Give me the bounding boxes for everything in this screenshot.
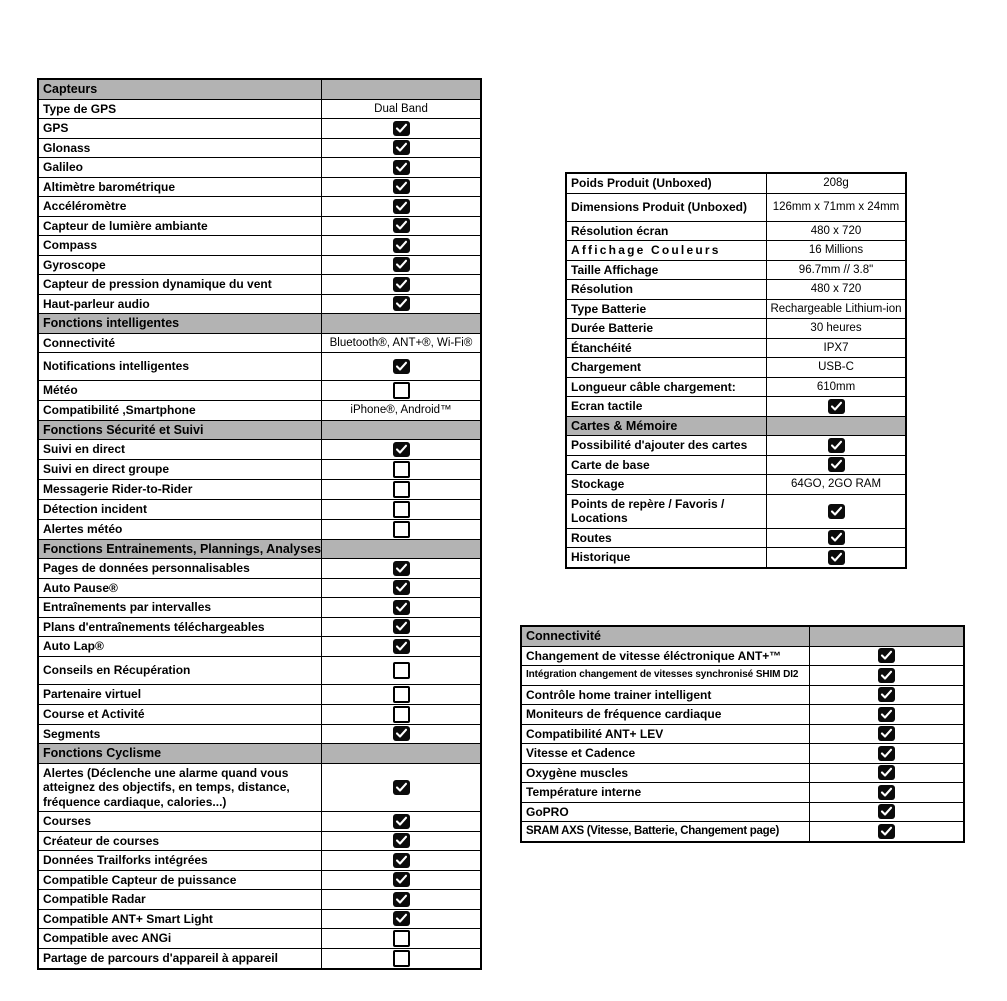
row-value — [810, 764, 963, 783]
row-value — [322, 295, 480, 314]
row-value — [322, 618, 480, 637]
checkbox-checked-icon — [878, 785, 895, 800]
row-value: 480 x 720 — [810, 283, 862, 296]
row-label: Durée Batterie — [567, 319, 767, 338]
table-row — [567, 299, 905, 319]
checkbox-checked-icon — [393, 359, 410, 374]
table-row — [39, 294, 480, 314]
row-value — [810, 803, 963, 822]
section-header-row — [39, 80, 480, 99]
checkbox-checked-icon — [393, 853, 410, 868]
table-row — [39, 118, 480, 138]
table-row — [39, 99, 480, 119]
row-value — [322, 705, 480, 724]
row-value — [322, 256, 480, 275]
row-label: Poids Produit (Unboxed) — [567, 174, 767, 193]
row-value — [810, 647, 963, 666]
table-row — [39, 597, 480, 617]
section-header-spacer — [322, 314, 480, 333]
checkbox-unchecked-icon — [393, 662, 410, 679]
table-row — [567, 221, 905, 241]
section-header-label: Fonctions Sécurité et Suivi — [39, 421, 322, 440]
checkbox-unchecked-icon — [393, 706, 410, 723]
checkbox-checked-icon — [393, 160, 410, 175]
table-row — [567, 494, 905, 528]
checkbox-checked-icon — [828, 530, 845, 545]
row-label: Plans d'entraînements téléchargeables — [39, 618, 322, 637]
checkbox-unchecked-icon — [393, 950, 410, 967]
section-header-label: Connectivité — [522, 627, 810, 646]
checkbox-checked-icon — [393, 892, 410, 907]
row-value — [810, 822, 963, 841]
table-row — [39, 439, 480, 459]
table-row — [567, 528, 905, 548]
row-value: 208g — [823, 177, 849, 190]
checkbox-unchecked-icon — [393, 501, 410, 518]
section-header-row — [39, 420, 480, 440]
row-value — [322, 851, 480, 870]
row-label: Compatible ANT+ Smart Light — [39, 910, 322, 929]
row-label: Glonass — [39, 139, 322, 158]
table-row — [39, 255, 480, 275]
checkbox-unchecked-icon — [393, 930, 410, 947]
checkbox-unchecked-icon — [393, 382, 410, 399]
table-row — [39, 889, 480, 909]
section-header-spacer — [767, 417, 905, 436]
row-value — [322, 764, 480, 812]
checkbox-checked-icon — [393, 619, 410, 634]
section-header-spacer — [322, 80, 480, 99]
table-row — [522, 821, 963, 841]
row-value: 16 Millions — [808, 244, 864, 257]
section-header-label: Fonctions intelligentes — [39, 314, 322, 333]
table-row — [567, 240, 905, 260]
row-label: Suivi en direct — [39, 440, 322, 459]
row-label: Routes — [567, 529, 767, 548]
row-label: Haut-parleur audio — [39, 295, 322, 314]
row-value: 126mm x 71mm x 24mm — [772, 201, 900, 213]
checkbox-checked-icon — [878, 707, 895, 722]
row-label: Carte de base — [567, 456, 767, 475]
checkbox-unchecked-icon — [393, 686, 410, 703]
table-row — [522, 743, 963, 763]
table-row — [39, 850, 480, 870]
row-label: Connectivité — [39, 334, 322, 353]
row-label: Chargement — [567, 358, 767, 377]
row-label: Altimètre barométrique — [39, 178, 322, 197]
section-header-row — [39, 539, 480, 559]
table-row — [567, 396, 905, 416]
table-row — [522, 665, 963, 685]
row-label: Type Batterie — [567, 300, 767, 319]
row-label: Messagerie Rider-to-Rider — [39, 480, 322, 499]
checkbox-checked-icon — [828, 399, 845, 414]
row-value: Rechargeable Lithium-ion — [770, 302, 902, 315]
checkbox-checked-icon — [393, 296, 410, 311]
row-label: Partenaire virtuel — [39, 685, 322, 704]
section-header-spacer — [322, 421, 480, 440]
table-row — [567, 377, 905, 397]
row-label: Partage de parcours d'appareil à appareil — [39, 949, 322, 968]
row-value — [322, 275, 480, 294]
row-label: Segments — [39, 725, 322, 744]
row-value: 96.7mm // 3.8" — [798, 263, 874, 276]
connectivity-spec-table — [520, 625, 965, 843]
row-label: Notifications intelligentes — [39, 353, 322, 380]
row-label: Gyroscope — [39, 256, 322, 275]
checkbox-checked-icon — [393, 639, 410, 654]
row-label: Dimensions Produit (Unboxed) — [567, 194, 767, 221]
row-value — [767, 456, 905, 475]
checkbox-checked-icon — [393, 121, 410, 136]
row-label: Courses — [39, 812, 322, 831]
checkbox-checked-icon — [828, 457, 845, 472]
checkbox-checked-icon — [393, 833, 410, 848]
checkbox-checked-icon — [878, 746, 895, 761]
row-label: Compass — [39, 236, 322, 255]
table-row — [39, 157, 480, 177]
table-row — [39, 196, 480, 216]
row-value — [322, 579, 480, 598]
row-label: Accéléromètre — [39, 197, 322, 216]
table-row — [522, 782, 963, 802]
table-row — [39, 400, 480, 420]
row-value: 610mm — [816, 380, 856, 393]
row-value — [322, 598, 480, 617]
row-label: Pages de données personnalisables — [39, 559, 322, 578]
row-label: Capteur de pression dynamique du vent — [39, 275, 322, 294]
row-value — [322, 460, 480, 479]
row-value — [810, 783, 963, 802]
row-label: Ecran tactile — [567, 397, 767, 416]
table-row — [39, 724, 480, 744]
table-row — [39, 704, 480, 724]
checkbox-checked-icon — [828, 550, 845, 565]
checkbox-checked-icon — [393, 218, 410, 233]
checkbox-checked-icon — [393, 814, 410, 829]
row-value: 30 heures — [810, 322, 862, 335]
table-row — [39, 636, 480, 656]
row-value — [322, 910, 480, 929]
row-value — [322, 217, 480, 236]
checkbox-checked-icon — [393, 277, 410, 292]
row-label: Compatibilité ,Smartphone — [39, 401, 322, 420]
checkbox-checked-icon — [393, 257, 410, 272]
checkbox-checked-icon — [393, 238, 410, 253]
table-row — [567, 193, 905, 221]
row-label: Détection incident — [39, 500, 322, 519]
checkbox-checked-icon — [393, 726, 410, 741]
checkbox-unchecked-icon — [393, 481, 410, 498]
row-label: Possibilité d'ajouter des cartes — [567, 436, 767, 455]
row-label: Auto Pause® — [39, 579, 322, 598]
checkbox-checked-icon — [393, 780, 410, 795]
row-label: Contrôle home trainer intelligent — [522, 686, 810, 705]
table-row — [567, 474, 905, 494]
row-value — [810, 725, 963, 744]
row-label: Capteur de lumière ambiante — [39, 217, 322, 236]
table-row — [567, 279, 905, 299]
row-label: Stockage — [567, 475, 767, 494]
row-label: Compatible Capteur de puissance — [39, 871, 322, 890]
row-value — [322, 178, 480, 197]
table-row — [39, 558, 480, 578]
section-header-label: Capteurs — [39, 80, 322, 99]
checkbox-checked-icon — [878, 648, 895, 663]
table-row — [567, 174, 905, 193]
row-label: Moniteurs de fréquence cardiaque — [522, 705, 810, 724]
row-value — [322, 890, 480, 909]
row-label: Course et Activité — [39, 705, 322, 724]
row-label: GPS — [39, 119, 322, 138]
row-value: Bluetooth®, ANT+®, Wi-Fi® — [329, 336, 473, 349]
checkbox-checked-icon — [878, 726, 895, 741]
checkbox-checked-icon — [878, 765, 895, 780]
product-specs-table — [565, 172, 907, 569]
row-value — [322, 440, 480, 459]
checkbox-checked-icon — [393, 911, 410, 926]
checkbox-checked-icon — [878, 687, 895, 702]
checkbox-unchecked-icon — [393, 521, 410, 538]
checkbox-checked-icon — [828, 438, 845, 453]
checkbox-checked-icon — [828, 504, 845, 519]
row-value: iPhone®, Android™ — [350, 404, 452, 417]
section-header-label: Cartes & Mémoire — [567, 417, 767, 436]
table-row — [522, 763, 963, 783]
row-label: Conseils en Récupération — [39, 657, 322, 684]
table-row — [39, 617, 480, 637]
row-value — [322, 559, 480, 578]
table-row — [567, 318, 905, 338]
section-header-label: Fonctions Cyclisme — [39, 744, 322, 763]
checkbox-checked-icon — [393, 561, 410, 576]
table-row — [39, 928, 480, 948]
table-row — [567, 435, 905, 455]
row-label: Alertes météo — [39, 520, 322, 539]
checkbox-checked-icon — [393, 442, 410, 457]
row-label: Température interne — [522, 783, 810, 802]
checkbox-unchecked-icon — [393, 461, 410, 478]
checkbox-checked-icon — [393, 600, 410, 615]
row-label: Résolution écran — [567, 222, 767, 241]
row-label: Données Trailforks intégrées — [39, 851, 322, 870]
row-value — [322, 725, 480, 744]
row-label: Suivi en direct groupe — [39, 460, 322, 479]
row-value — [322, 353, 480, 380]
checkbox-checked-icon — [393, 872, 410, 887]
table-row — [39, 380, 480, 400]
table-row — [39, 519, 480, 539]
table-row — [39, 948, 480, 968]
row-value: 480 x 720 — [810, 224, 862, 237]
row-value — [322, 520, 480, 539]
row-value — [322, 657, 480, 684]
row-value — [322, 929, 480, 948]
table-row — [567, 260, 905, 280]
checkbox-checked-icon — [878, 804, 895, 819]
row-value: 64GO, 2GO RAM — [790, 478, 882, 491]
row-label: Compatible avec ANGi — [39, 929, 322, 948]
section-header-row — [39, 743, 480, 763]
section-header-spacer — [322, 540, 480, 559]
row-value — [322, 139, 480, 158]
row-value — [322, 381, 480, 400]
section-header-row — [39, 313, 480, 333]
table-row — [522, 704, 963, 724]
row-value — [322, 158, 480, 177]
row-value — [767, 397, 905, 416]
row-value — [322, 119, 480, 138]
table-row — [39, 578, 480, 598]
row-value: IPX7 — [823, 341, 849, 354]
section-header-row — [522, 627, 963, 646]
table-row — [39, 811, 480, 831]
row-label: Auto Lap® — [39, 637, 322, 656]
table-row — [39, 831, 480, 851]
row-label: Points de repère / Favoris / Locations — [567, 495, 767, 528]
table-row — [567, 357, 905, 377]
row-label: Étanchéité — [567, 339, 767, 358]
row-value — [322, 949, 480, 968]
row-value — [810, 744, 963, 763]
row-value — [322, 197, 480, 216]
table-row — [39, 479, 480, 499]
table-row — [522, 802, 963, 822]
row-label: Galileo — [39, 158, 322, 177]
checkbox-checked-icon — [878, 668, 895, 683]
section-header-spacer — [322, 744, 480, 763]
table-row — [39, 352, 480, 380]
section-header-spacer — [810, 627, 963, 646]
table-row — [39, 216, 480, 236]
row-value — [767, 548, 905, 567]
row-label: Historique — [567, 548, 767, 567]
table-row — [567, 547, 905, 567]
row-value: USB-C — [818, 361, 854, 374]
row-label: Compatible Radar — [39, 890, 322, 909]
row-value: Dual Band — [374, 102, 428, 115]
row-label: Longueur câble chargement: — [567, 378, 767, 397]
row-value — [322, 832, 480, 851]
checkbox-checked-icon — [393, 140, 410, 155]
row-label: Créateur de courses — [39, 832, 322, 851]
row-label: Intégration changement de vitesses synchronisé SHIM DI2 — [522, 666, 810, 685]
row-label: Vitesse et Cadence — [522, 744, 810, 763]
table-row — [39, 656, 480, 684]
row-value — [322, 637, 480, 656]
row-label: SRAM AXS (Vitesse, Batterie, Changement page) — [522, 822, 810, 841]
row-label: Changement de vitesse éléctronique ANT+™ — [522, 647, 810, 666]
row-label: Taille Affichage — [567, 261, 767, 280]
row-label: GoPRO — [522, 803, 810, 822]
section-header-label: Fonctions Entrainements, Plannings, Analyses — [39, 540, 322, 559]
table-row — [39, 763, 480, 812]
table-row — [39, 333, 480, 353]
table-row — [522, 685, 963, 705]
table-row — [39, 499, 480, 519]
row-label: Oxygène muscles — [522, 764, 810, 783]
row-label: Affichage Couleurs — [567, 241, 767, 260]
row-value — [810, 666, 963, 685]
checkbox-checked-icon — [878, 824, 895, 839]
row-value — [810, 686, 963, 705]
row-label: Compatibilité ANT+ LEV — [522, 725, 810, 744]
row-label: Alertes (Déclenche une alarme quand vous atteignez des objectifs, en temps, distance, fréquence cardiaque, calories...) — [39, 764, 322, 812]
table-row — [567, 455, 905, 475]
table-row — [39, 909, 480, 929]
section-header-row — [567, 416, 905, 436]
row-value — [322, 236, 480, 255]
table-row — [522, 724, 963, 744]
row-label: Type de GPS — [39, 100, 322, 119]
checkbox-checked-icon — [393, 179, 410, 194]
table-row — [39, 138, 480, 158]
row-value — [767, 529, 905, 548]
table-row — [39, 459, 480, 479]
checkbox-checked-icon — [393, 199, 410, 214]
table-row — [567, 338, 905, 358]
table-row — [522, 646, 963, 666]
row-label: Météo — [39, 381, 322, 400]
row-value — [322, 871, 480, 890]
row-value — [767, 495, 905, 528]
table-row — [39, 684, 480, 704]
row-value — [322, 812, 480, 831]
table-row — [39, 177, 480, 197]
row-value — [322, 500, 480, 519]
table-row — [39, 870, 480, 890]
sensors-spec-table — [37, 78, 482, 970]
table-row — [39, 235, 480, 255]
table-row — [39, 274, 480, 294]
row-value — [767, 436, 905, 455]
checkbox-checked-icon — [393, 580, 410, 595]
row-value — [322, 685, 480, 704]
row-value — [810, 705, 963, 724]
row-label: Résolution — [567, 280, 767, 299]
row-label: Entraînements par intervalles — [39, 598, 322, 617]
row-value — [322, 480, 480, 499]
